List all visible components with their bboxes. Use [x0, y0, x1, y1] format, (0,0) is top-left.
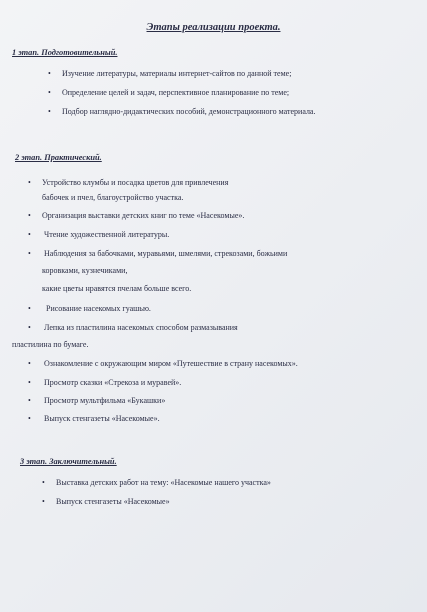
stage2-item-6-cont: пластилина по бумаге.: [12, 340, 89, 349]
bullet-icon: •: [28, 323, 31, 332]
bullet-icon: •: [28, 178, 31, 187]
bullet-icon: •: [42, 497, 45, 506]
stage2-item-10: Выпуск стенгазеты «Насекомые».: [44, 414, 160, 423]
stage2-item-6: Лепка из пластилина насекомых способом размазывания: [44, 323, 238, 332]
bullet-icon: •: [28, 414, 31, 423]
bullet-icon: •: [42, 478, 45, 487]
stage2-item-5: Рисование насекомых гуашью.: [46, 304, 151, 313]
bullet-icon: •: [48, 88, 51, 97]
page-title: Этапы реализации проекта.: [146, 22, 281, 33]
stage2-item-9: Просмотр мультфильма «Букашки»: [44, 396, 166, 405]
stage2-item-3: Чтение художественной литературы.: [44, 230, 170, 239]
stage3-item-2: Выпуск стенгазеты «Насекомые»: [56, 497, 170, 506]
stage3-heading: 3 этап. Заключительный.: [20, 457, 117, 466]
bullet-icon: •: [28, 304, 31, 313]
stage3-item-1: Выставка детских работ на тему: «Насекомые нашего участка»: [56, 478, 271, 487]
stage2-item-1: Устройство клумбы и посадка цветов для привлечения: [42, 178, 229, 187]
stage2-item-4-cont: какие цветы нравятся пчелам больше всего.: [42, 284, 192, 293]
stage2-item-8: Просмотр сказки «Стрекоза и муравей».: [44, 378, 182, 387]
bullet-icon: •: [28, 396, 31, 405]
stage1-item-2: Определение целей и задач, перспективное планирование по теме;: [62, 88, 290, 97]
stage1-heading: 1 этап. Подготовительный.: [12, 48, 118, 57]
stage2-item-1-cont: бабочек и пчел, благоустройство участка.: [42, 193, 184, 202]
stage1-item-1: Изучение литературы, материалы интернет-сайтов по данной теме;: [62, 69, 292, 78]
bullet-icon: •: [28, 359, 31, 368]
bullet-icon: •: [48, 69, 51, 78]
bullet-icon: •: [28, 249, 31, 258]
stage2-heading: 2 этап. Практический.: [15, 153, 102, 162]
bullet-icon: •: [48, 107, 51, 116]
bullet-icon: •: [28, 230, 31, 239]
bullet-icon: •: [28, 211, 31, 220]
stage2-item-7: Ознакомление с окружающим миром «Путешествие в страну насекомых».: [44, 359, 298, 368]
stage2-item-4-cont: коровками, кузнечиками,: [42, 266, 128, 275]
bullet-icon: •: [28, 378, 31, 387]
stage2-item-2: Организация выставки детских книг по теме «Насекомые».: [42, 211, 245, 220]
stage2-item-4: Наблюдения за бабочками, муравьями, шмелями, стрекозами, божьими: [44, 249, 288, 258]
stage1-item-3: Подбор наглядно-дидактических пособий, демонстрационного материала.: [62, 107, 316, 116]
